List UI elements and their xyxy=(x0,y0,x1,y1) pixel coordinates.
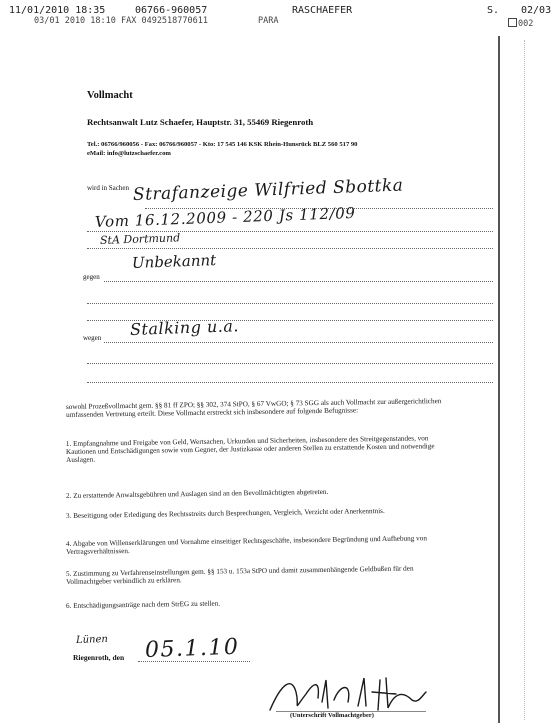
handwritten-case-reference: Vom 16.12.2009 - 220 Js 112/09 xyxy=(94,203,356,231)
handwritten-place: Lünen xyxy=(75,633,109,646)
line-gegen-1 xyxy=(104,281,493,282)
handwritten-case-subject: Strafanzeige Wilfried Sbottka xyxy=(132,175,404,205)
lawyer-contact-line2: eMail: info@lutzschaefer.com xyxy=(87,150,171,157)
line-wegen-2 xyxy=(87,363,493,364)
handwritten-opponent: Unbekannt xyxy=(131,251,217,272)
line-sachen-3 xyxy=(87,248,493,249)
befugnis-3: 3. Beseitigung oder Erledigung des Rechtsstreits durch Besprechungen, Vergleich, Verzicht oder Anerkenntnis. xyxy=(65,506,385,520)
befugnis-6: 6. Entschädigungsanträge nach dem StrEG zu stellen. xyxy=(65,599,221,610)
fax-second-sender: PARA xyxy=(258,16,279,26)
befugnis-2: 2. Zu erstattende Anwaltsgebühren und Auslagen sind an den Bevollmächtigten abgetreten. xyxy=(65,487,329,500)
handwritten-reason: Stalking u.a. xyxy=(129,316,240,339)
label-wegen: wegen xyxy=(83,334,102,342)
fax-margin-dotted-line xyxy=(524,40,525,720)
signature-caption: (Unterschrift Vollmachtgeber) xyxy=(290,712,374,719)
fax-sender: RASCHAEFER xyxy=(292,5,353,16)
fax-second-page-number: 002 xyxy=(518,19,534,29)
line-date xyxy=(138,661,250,662)
befugnis-4: 4. Abgabe von Willenserklärungen und Vornahme einseitiger Rechtsgeschäfte, insbesondere Begründung und Aufhebung von Vertragsverhältnissen. xyxy=(65,534,427,557)
befugnis-5: 5. Zustimmung zu Verfahrenseinstellungen gem. §§ 153 u. 153a StPO und damit zusammenhängende Geldbußen für den Vollmachtgeber verbindlich zu erklären. xyxy=(65,564,414,587)
fax-page-label: S. xyxy=(487,5,500,16)
label-in-sachen: wird in Sachen xyxy=(87,184,129,192)
place-date-label: Riegenroth, den xyxy=(73,653,125,662)
lawyer-address: Rechtsanwalt Lutz Schaefer, Hauptstr. 31, 55469 Riegenroth xyxy=(87,117,314,127)
page-box-icon xyxy=(508,18,517,27)
handwritten-date: 05.1.10 xyxy=(144,634,240,663)
line-gegen-2 xyxy=(87,303,493,304)
fax-second-page xyxy=(508,18,533,29)
fax-second-line: 03/01 2010 18:10 FAX 0492518770611 xyxy=(34,16,208,26)
line-wegen-1 xyxy=(104,342,493,343)
line-wegen-3 xyxy=(87,382,493,383)
fax-page-count: 02/03 xyxy=(521,5,552,16)
label-gegen: gegen xyxy=(83,273,100,281)
handwritten-prosecutor: StA Dortmund xyxy=(99,231,181,247)
befugnis-1: 1. Empfangnahme und Freigabe von Geld, Wertsachen, Urkunden und Sicherheiten, insbesondere des Streitgegenstandes, von Kautionen und Entschädigungen sowie vom Gegner, der Justizkasse oder anderen Stellen zu erstattende Kosten und notwendige Auslagen. xyxy=(65,434,435,465)
document-title: Vollmacht xyxy=(87,90,133,101)
fax-margin-line xyxy=(498,36,500,723)
fax-datetime: 11/01/2010 18:35 xyxy=(9,5,106,16)
lawyer-contact-line1: Tel.: 06766/960056 - Fax: 06766/960057 - Kto: 17 545 146 KSK Rhein-Hunsrück BLZ 560 517 90 xyxy=(87,141,358,148)
fax-number: 06766-960057 xyxy=(135,5,208,16)
vollmacht-intro: sowohl Prozeßvollmacht gem. §§ 81 ff ZPO; §§ 302, 374 StPO, § 67 VwGO; § 73 SGG als auch Vollmacht zur außergerichtlichen umfassenden Vertretung erteilt. Diese Vollmacht erstreckt sich insbesondere auf folgende Befugnisse: xyxy=(65,397,442,420)
